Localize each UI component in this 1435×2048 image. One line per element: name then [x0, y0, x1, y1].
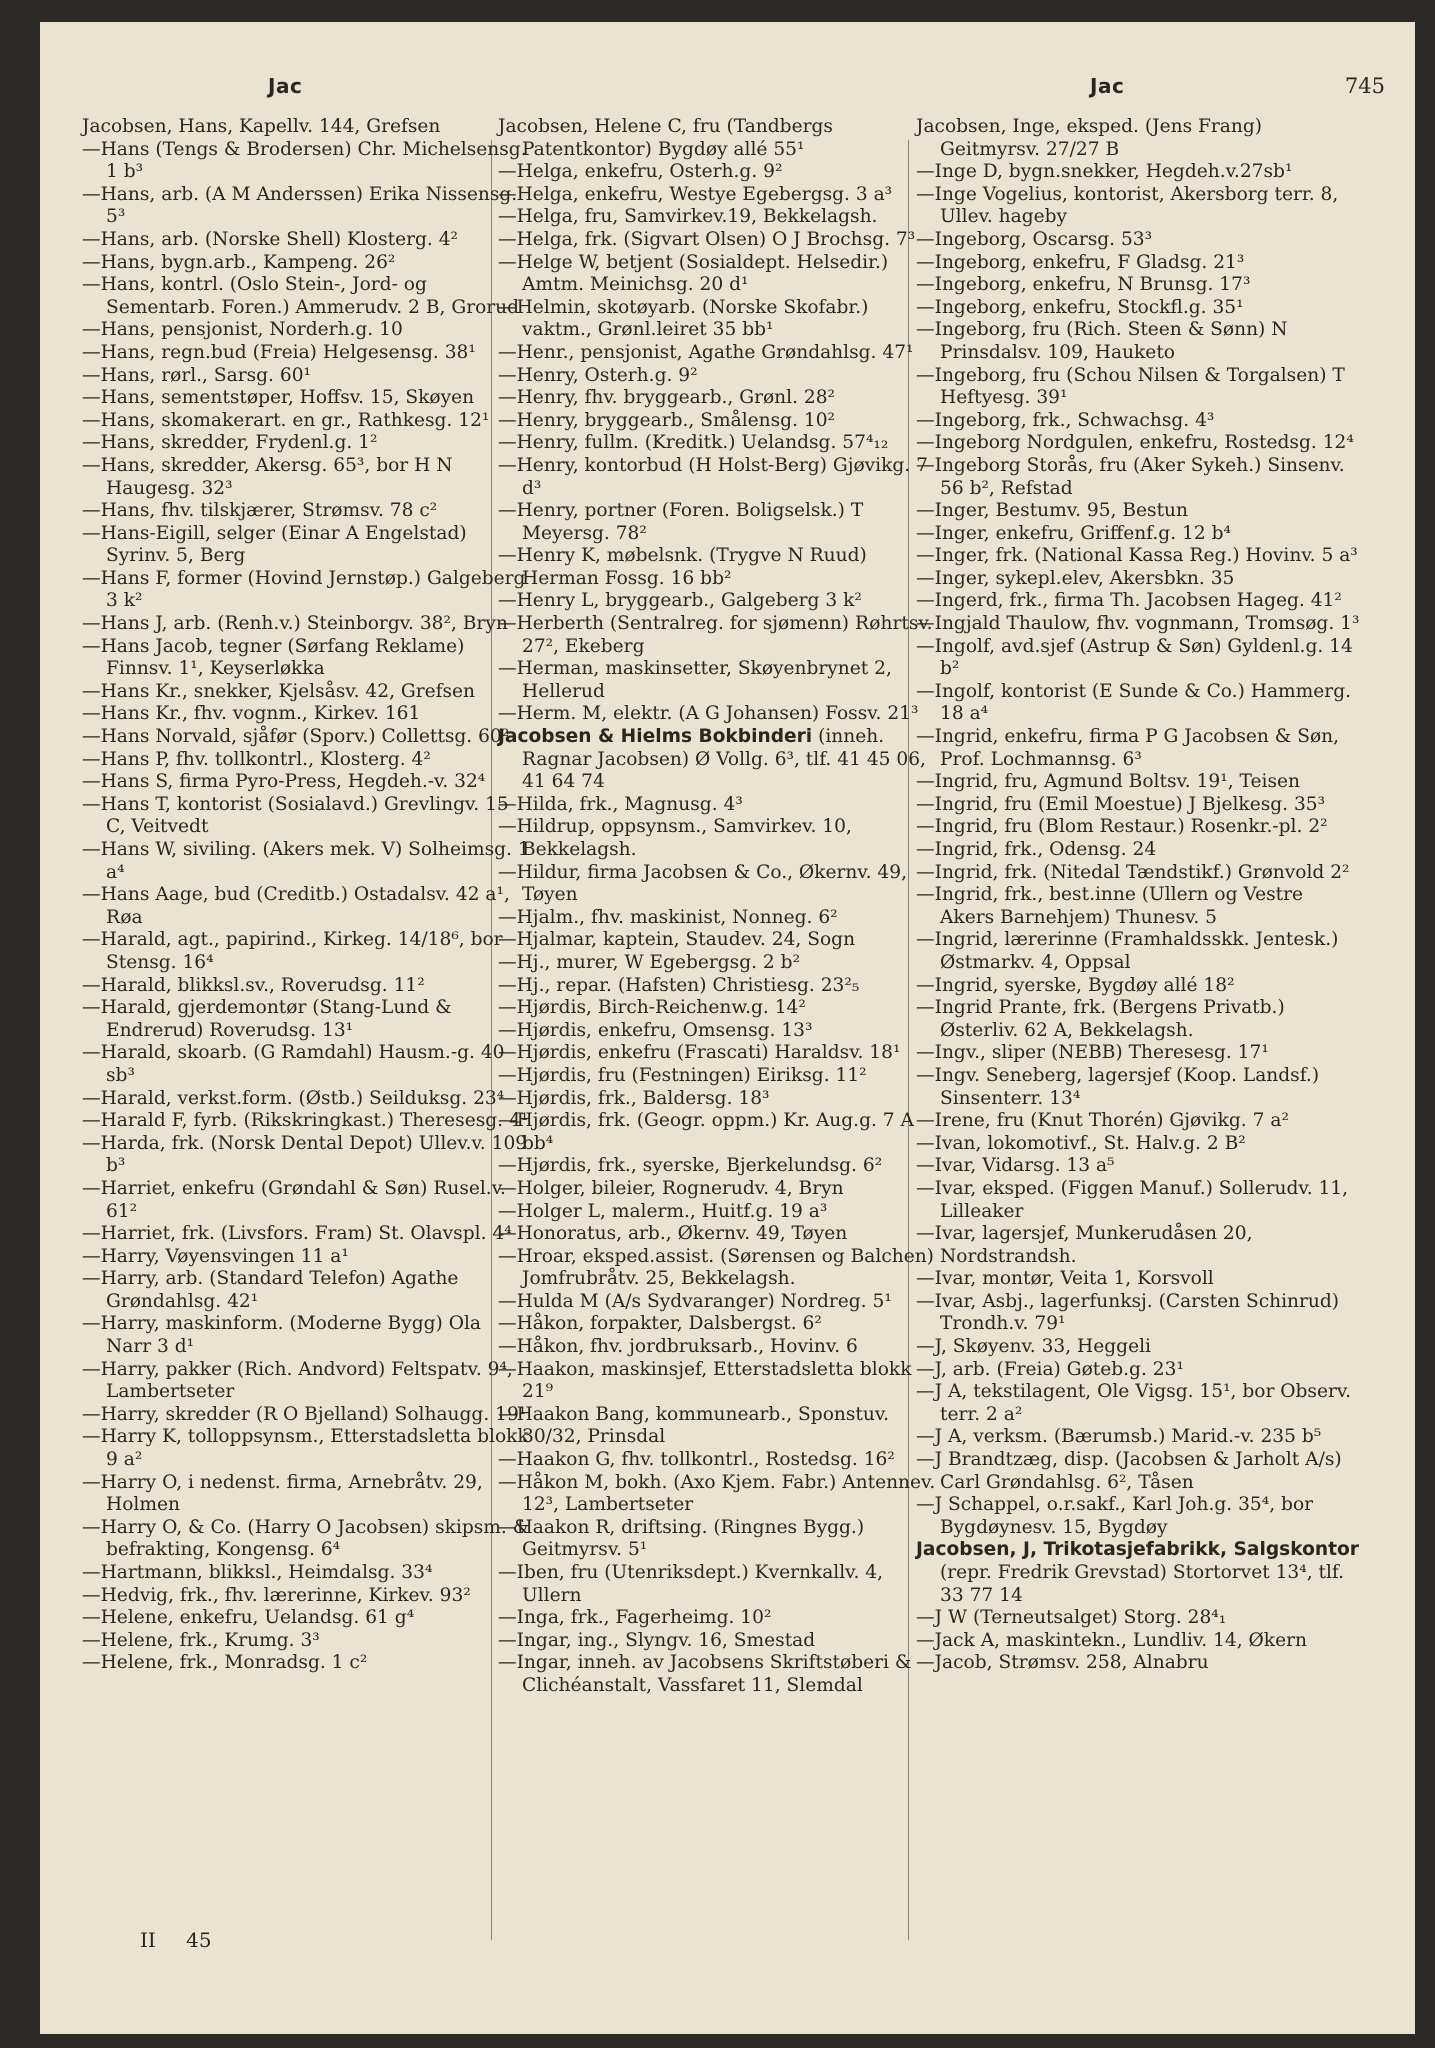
directory-entry: —Hans, bygn.arb., Kampeng. 26²	[82, 251, 396, 273]
directory-entry: —Irene, fru (Knut Thorén) Gjøvikg. 7 a²	[916, 1110, 1289, 1132]
directory-entry: —Hans Norvald, sjåfør (Sporv.) Collettsg. 60²	[82, 726, 510, 748]
directory-entry: —Jacob, Strømsv. 258, Alnabru	[916, 1652, 1209, 1674]
directory-entry: —J Brandtzæg, disp. (Jacobsen & Jarholt A/s) Carl Grøndahlsg. 6², Tåsen	[916, 1449, 1342, 1493]
directory-entry: —J Schappel, o.r.sakf., Karl Joh.g. 35⁴, bor Bygdøynesv. 15, Bygdøy	[916, 1494, 1314, 1538]
directory-page	[40, 22, 1415, 2034]
directory-entry: —Ingeborg, fru (Schou Nilsen & Torgalsen) T Heftyesg. 39¹	[916, 364, 1345, 409]
directory-entry: —Harda, frk. (Norsk Dental Depot) Ullev.v. 109 b³	[82, 1132, 528, 1177]
page-number: 745	[1344, 74, 1385, 98]
directory-entry: —Inger, Bestumv. 95, Bestun	[916, 500, 1189, 522]
directory-entry: —Hans Jacob, tegner (Sørfang Reklame) Finnsv. 1¹, Keyserløkka	[82, 635, 465, 680]
directory-entry: —Helmin, skotøyarb. (Norske Skofabr.) vaktm., Grønl.leiret 35 bb¹	[498, 296, 869, 341]
directory-entry: —Håkon M, bokh. (Axo Kjem. Fabr.) Antennev. 12³, Lambertseter	[498, 1471, 936, 1516]
directory-entry: —Hilda, frk., Magnusg. 4³	[498, 793, 743, 815]
directory-entry: —Henry, bryggearb., Smålensg. 10²	[498, 409, 836, 431]
directory-entry: —Ivar, montør, Veita 1, Korsvoll	[916, 1268, 1214, 1290]
directory-entry: —Henry, fullm. (Kreditk.) Uelandsg. 57⁴₁₂	[498, 432, 889, 454]
running-header-left: Jac	[268, 74, 303, 98]
directory-entry: —Harry, maskinform. (Moderne Bygg) Ola Narr 3 d¹	[82, 1313, 481, 1358]
directory-entry: —Henry, fhv. bryggearb., Grønl. 28²	[498, 387, 836, 409]
directory-entry: —Hans, rørl., Sarsg. 60¹	[82, 364, 311, 386]
directory-entry: —Ingeborg, Oscarsg. 53³	[916, 228, 1153, 250]
directory-entry: —Hans W, siviling. (Akers mek. V) Solheimsg. 1 a⁴	[82, 839, 530, 883]
directory-entry: —Hjalm., fhv. maskinist, Nonneg. 6²	[498, 906, 838, 928]
directory-entry: —Hans J, arb. (Renh.v.) Steinborgv. 38², Bryn	[82, 613, 508, 635]
directory-entry: —Helene, frk., Monradsg. 1 c²	[82, 1652, 368, 1674]
directory-entry: —Ingjald Thaulow, fhv. vognmann, Tromsøg. 1³	[916, 613, 1360, 635]
directory-entry: —Helga, enkefru, Osterh.g. 9²	[498, 161, 783, 183]
directory-entry: —Ingv., sliper (NEBB) Theresesg. 17¹	[916, 1042, 1269, 1064]
directory-entry: —Ingrid, frk. (Nitedal Tændstikf.) Grønvold 2²	[916, 861, 1350, 883]
directory-entry: —Inge Vogelius, kontorist, Akersborg terr. 8, Ullev. hageby	[916, 183, 1339, 228]
directory-entry: —Ivan, lokomotivf., St. Halv.g. 2 B²	[916, 1132, 1246, 1154]
directory-entry: —J, Skøyenv. 33, Heggeli	[916, 1336, 1151, 1358]
firm-name: Jacobsen, J, Trikotasjefabrikk, Salgskontor	[916, 1539, 1359, 1561]
footer-signature-roman: II	[140, 1928, 156, 1952]
directory-entry: —Hans F, former (Hovind Jernstøp.) Galgeberg 3 k²	[82, 567, 526, 612]
directory-entry: —Hildur, firma Jacobsen & Co., Økernv. 49, Tøyen	[498, 861, 907, 906]
directory-entry: —Helga, fru, Samvirkev.19, Bekkelagsh.	[498, 206, 878, 228]
directory-entry: Jacobsen, Inge, eksped. (Jens Frang) Geitmyrsv. 27/27 B	[916, 116, 1263, 160]
directory-entry: —Hans, fhv. tilskjærer, Strømsv. 78 c²	[82, 500, 438, 522]
directory-entry: —Hans, arb. (A M Anderssen) Erika Nissensg. 5³	[82, 183, 518, 228]
directory-entry: —Ingeborg, enkefru, Stockfl.g. 35¹	[916, 296, 1244, 318]
directory-entry: —Ingeborg Nordgulen, enkefru, Rostedsg. 12⁴	[916, 432, 1354, 454]
directory-entry: —Ingar, ing., Slyngv. 16, Smestad	[498, 1629, 816, 1651]
directory-entry: —Holger, bileier, Rognerudv. 4, Bryn	[498, 1177, 844, 1199]
directory-entry: —Hjørdis, frk. (Geogr. oppm.) Kr. Aug.g. 7 A bb⁴	[498, 1110, 914, 1154]
directory-entry: —Harriet, frk. (Livsfors. Fram) St. Olavspl. 4⁴	[82, 1223, 512, 1245]
directory-column-1	[82, 116, 530, 1675]
directory-entry: —Hulda M (A/s Sydvaranger) Nordreg. 5¹	[498, 1290, 892, 1312]
directory-entry: —Ingrid, fru, Agmund Boltsv. 19¹, Teisen	[916, 771, 1300, 793]
directory-entry: —Inger, frk. (National Kassa Reg.) Hovinv. 5 a³	[916, 545, 1358, 567]
directory-entry: —Ingrid, lærerinne (Framhaldsskk. Jentesk.) Østmarkv. 4, Oppsal	[916, 929, 1339, 973]
directory-entry: —Ingolf, kontorist (E Sunde & Co.) Hammerg. 18 a⁴	[916, 680, 1352, 725]
directory-entry: —Ingeborg, fru (Rich. Steen & Sønn) N Prinsdalsv. 109, Hauketo	[916, 319, 1288, 363]
directory-entry: —Holger L, malerm., Huitf.g. 19 a³	[498, 1200, 828, 1222]
directory-entry: —Hroar, eksped.assist. (Sørensen og Balchen) Jomfrubråtv. 25, Bekkelagsh.	[498, 1245, 934, 1290]
directory-entry: —Helge W, betjent (Sosialdept. Helsedir.) Amtm. Meinichsg. 20 d¹	[498, 251, 889, 296]
directory-entry: —Hans, skredder, Akersg. 65³, bor H N Haugesg. 32³	[82, 454, 453, 499]
directory-entry: —Hans S, firma Pyro-Press, Hegdeh.-v. 32⁴	[82, 771, 486, 793]
directory-entry: —Hans, arb. (Norske Shell) Klosterg. 4²	[82, 228, 458, 250]
directory-entry: —Hans Kr., snekker, Kjelsåsv. 42, Grefsen	[82, 680, 476, 702]
directory-entry: —J A, verksm. (Bærumsb.) Marid.-v. 235 b⁵	[916, 1426, 1322, 1448]
directory-entry: —Ingrid, fru (Emil Moestue) J Bjelkesg. 35³	[916, 793, 1326, 815]
directory-entry: —J W (Terneutsalget) Storg. 28⁴₁	[916, 1607, 1227, 1629]
directory-entry: —Honoratus, arb., Økernv. 49, Tøyen	[498, 1223, 848, 1245]
directory-entry: —Harry, skredder (R O Bjelland) Solhaugg. 19¹	[82, 1403, 527, 1425]
page-footer	[140, 1928, 236, 1952]
directory-entry: Jacobsen, Hans, Kapellv. 144, Grefsen	[82, 116, 441, 137]
directory-entry: —Hj., murer, W Egebergsg. 2 b²	[498, 951, 801, 973]
directory-entry: —Hj., repar. (Hafsten) Christiesg. 23²₅	[498, 974, 860, 996]
directory-entry: —Hans, regn.bud (Freia) Helgesensg. 38¹	[82, 341, 476, 363]
directory-entry: —Ivar, eksped. (Figgen Manuf.) Sollerudv. 11, Lilleaker	[916, 1177, 1349, 1222]
directory-column-2	[498, 116, 944, 1698]
directory-entry: —Hans, skomakerart. en gr., Rathkesg. 12¹	[82, 409, 490, 431]
directory-entry: —Ingrid, fru (Blom Restaur.) Rosenkr.-pl. 2²	[916, 816, 1328, 838]
directory-entry: —Hans, kontrl. (Oslo Stein-, Jord- og Sementarb. Foren.) Ammerudv. 2 B, Grorud	[82, 274, 520, 318]
directory-entry: —Henry, kontorbud (H Holst-Berg) Gjøvikg. 7 d³	[498, 454, 928, 499]
directory-entry: —Harry, Vøyensvingen 11 a¹	[82, 1245, 349, 1267]
directory-entry: —Ingrid Prante, frk. (Bergens Privatb.) Østerliv. 62 A, Bekkelagsh.	[916, 997, 1285, 1041]
directory-entry	[498, 726, 944, 794]
directory-entry: —Herm. M, elektr. (A G Johansen) Fossv. 21³	[498, 703, 919, 725]
directory-entry: —Inge D, bygn.snekker, Hegdeh.v.27sb¹	[916, 161, 1293, 183]
directory-entry: —Ingeborg, frk., Schwachsg. 4³	[916, 409, 1215, 431]
directory-entry: —Hjalmar, kaptein, Staudev. 24, Sogn	[498, 929, 856, 951]
directory-entry: —Hans P, fhv. tollkontrl., Klosterg. 4²	[82, 748, 431, 770]
directory-entry: —Jack A, maskintekn., Lundliv. 14, Økern	[916, 1629, 1307, 1651]
directory-entry: —Ivar, Asbj., lagerfunksj. (Carsten Schinrud) Trondh.v. 79¹	[916, 1290, 1340, 1335]
directory-entry: —Harald, skoarb. (G Ramdahl) Hausm.-g. 40 sb³	[82, 1042, 505, 1086]
directory-entry: —Henry L, bryggearb., Galgeberg 3 k²	[498, 590, 862, 612]
directory-entry: —Hildrup, oppsynsm., Samvirkev. 10, Bekkelagsh.	[498, 816, 852, 860]
directory-entry	[916, 1539, 1362, 1607]
footer-signature-number: 45	[186, 1928, 212, 1952]
firm-details: (repr. Fredrik Grevstad) Stortorvet 13⁴, tlf. 33 77 14	[940, 1562, 1345, 1606]
directory-entry: —Henr., pensjonist, Agathe Grøndahlsg. 47¹	[498, 341, 914, 363]
directory-entry: —Harald F, fyrb. (Rikskringkast.) Theresesg. 4¹	[82, 1110, 529, 1132]
directory-entry: —Inga, frk., Fagerheimg. 10²	[498, 1607, 772, 1629]
directory-entry: —Henry, Osterh.g. 9²	[498, 364, 698, 386]
directory-entry: Jacobsen, Helene C, fru (Tandbergs Patentkontor) Bygdøy allé 55¹	[498, 116, 833, 160]
directory-entry: —Harriet, enkefru (Grøndahl & Søn) Rusel.v. 61²	[82, 1177, 506, 1222]
directory-entry: —Harry, arb. (Standard Telefon) Agathe Grøndahlsg. 42¹	[82, 1268, 459, 1312]
directory-entry: —Haakon Bang, kommunearb., Sponstuv. 30/32, Prinsdal	[498, 1403, 890, 1448]
directory-entry: —Helga, frk. (Sigvart Olsen) O J Brochsg. 7³	[498, 228, 916, 250]
directory-entry: —Hans-Eigill, selger (Einar A Engelstad) Syrinv. 5, Berg	[82, 522, 467, 567]
directory-entry: —Harry, pakker (Rich. Andvord) Feltspatv. 9⁴, Lambertseter	[82, 1358, 513, 1403]
directory-entry: —Inger, sykepl.elev, Akersbkn. 35	[916, 567, 1235, 589]
firm-name: Jacobsen & Hielms Bokbinderi	[498, 726, 813, 748]
directory-entry: —Hans (Tengs & Brodersen) Chr. Michelsensg. 1 b³	[82, 138, 527, 183]
directory-entry: —Hans, pensjonist, Norderh.g. 10	[82, 319, 403, 341]
directory-entry: —Harry O, & Co. (Harry O Jacobsen) skipsm. & befrakting, Kongensg. 6⁴	[82, 1516, 530, 1561]
directory-entry: —Haakon G, fhv. tollkontrl., Rostedsg. 16²	[498, 1449, 895, 1471]
directory-column-3	[916, 116, 1362, 1675]
directory-entry: —Ingeborg, enkefru, F Gladsg. 21³	[916, 251, 1245, 273]
directory-entry: —Hjørdis, enkefru (Frascati) Haraldsv. 18¹	[498, 1042, 901, 1064]
directory-entry: —Hedvig, frk., fhv. lærerinne, Kirkev. 93²	[82, 1584, 471, 1606]
directory-entry: —Haakon R, driftsing. (Ringnes Bygg.) Geitmyrsv. 5¹	[498, 1516, 865, 1561]
directory-entry: —Hans T, kontorist (Sosialavd.) Grevlingv. 15 C, Veitvedt	[82, 793, 509, 838]
directory-entry: —Inger, enkefru, Griffenf.g. 12 b⁴	[916, 522, 1231, 544]
directory-entry: —Harald, verkst.form. (Østb.) Seilduksg. 23⁴	[82, 1087, 505, 1109]
directory-entry: —Hans Kr., fhv. vognm., Kirkev. 161	[82, 703, 421, 725]
directory-entry: —Hjørdis, enkefru, Omsensg. 13³	[498, 1019, 813, 1041]
directory-entry: —Ingrid, syerske, Bygdøy allé 18²	[916, 974, 1235, 996]
directory-entry: —Herberth (Sentralreg. for sjømenn) Røhrtsv. 27², Ekeberg	[498, 613, 933, 657]
directory-entry: —Harry O, i nedenst. firma, Arnebråtv. 29, Holmen	[82, 1471, 483, 1516]
directory-entry: —Håkon, fhv. jordbruksarb., Hovinv. 6	[498, 1336, 858, 1358]
directory-entry: —Hans, sementstøper, Hoffsv. 15, Skøyen	[82, 387, 475, 409]
directory-entry: —Ingrid, enkefru, firma P G Jacobsen & Søn, Prof. Lochmannsg. 6³	[916, 726, 1340, 770]
directory-entry: —Harry K, tolloppsynsm., Etterstadsletta blokk 9 a²	[82, 1426, 529, 1471]
directory-entry: —Ingrid, frk., Odensg. 24	[916, 839, 1157, 860]
directory-entry: —Helene, frk., Krumg. 3³	[82, 1629, 320, 1651]
directory-entry: —Herman, maskinsetter, Skøyenbrynet 2, Hellerud	[498, 658, 892, 702]
directory-entry: —Helga, enkefru, Westye Egebergsg. 3 a³	[498, 183, 893, 205]
directory-entry: —Hjørdis, frk., Baldersg. 18³	[498, 1087, 770, 1109]
directory-entry: —Ingeborg Storås, fru (Aker Sykeh.) Sinsenv. 56 b², Refstad	[916, 454, 1345, 499]
directory-entry: —J, arb. (Freia) Gøteb.g. 23¹	[916, 1358, 1184, 1380]
directory-entry: —Hjørdis, fru (Festningen) Eiriksg. 11²	[498, 1064, 867, 1086]
directory-entry: —Ingar, inneh. av Jacobsens Skriftstøberi & Clichéanstalt, Vassfaret 11, Slemdal	[498, 1652, 912, 1696]
directory-entry: —Harald, gjerdemontør (Stang-Lund & Endrerud) Roverudsg. 13¹	[82, 997, 452, 1041]
directory-entry: —Hjørdis, Birch-Reichenw.g. 14²	[498, 997, 806, 1019]
directory-entry: —Helene, enkefru, Uelandsg. 61 g⁴	[82, 1607, 415, 1629]
directory-entry: —Håkon, forpakter, Dalsbergst. 6²	[498, 1313, 822, 1335]
directory-entry: —Henry, portner (Foren. Boligselsk.) T Meyersg. 78²	[498, 500, 864, 544]
directory-entry: —Hartmann, blikksl., Heimdalsg. 33⁴	[82, 1562, 433, 1583]
directory-entry: —J A, tekstilagent, Ole Vigsg. 15¹, bor Observ. terr. 2 a²	[916, 1381, 1352, 1425]
directory-entry: —Hans, skredder, Frydenl.g. 1²	[82, 432, 378, 454]
directory-entry: —Ivar, Vidarsg. 13 a⁵	[916, 1155, 1115, 1177]
directory-entry: —Ingv. Seneberg, lagersjef (Koop. Landsf.) Sinsenterr. 13⁴	[916, 1064, 1320, 1109]
directory-entry: —Hans Aage, bud (Creditb.) Ostadalsv. 42 a¹, Røa	[82, 884, 510, 928]
directory-entry: —Hjørdis, frk., syerske, Bjerkelundsg. 6²	[498, 1155, 883, 1177]
directory-entry: —Iben, fru (Utenriksdept.) Kvernkallv. 4, Ullern	[498, 1562, 884, 1606]
directory-entry: —Ingolf, avd.sjef (Astrup & Søn) Gyldenl.g. 14 b²	[916, 635, 1353, 680]
directory-entry: —Harald, blikksl.sv., Roverudsg. 11²	[82, 974, 425, 996]
directory-entry: —Ingrid, frk., best.inne (Ullern og Vestre Akers Barnehjem) Thunesv. 5	[916, 884, 1304, 928]
directory-entry: —Harald, agt., papirind., Kirkeg. 14/18⁶, bor Stensg. 16⁴	[82, 929, 503, 973]
running-header-right: Jac	[1090, 74, 1125, 98]
firm-details: (inneh. Ragnar Jacobsen) Ø Vollg. 6³, tlf. 41 45 06, 41 64 74	[522, 726, 926, 793]
directory-entry: —Haakon, maskinsjef, Etterstadsletta blokk 21⁹	[498, 1358, 912, 1403]
directory-entry: —Henry K, møbelsnk. (Trygve N Ruud) Herman Fossg. 16 bb²	[498, 545, 867, 589]
directory-entry: —Ingeborg, enkefru, N Brunsg. 17³	[916, 274, 1251, 296]
directory-entry: —Ivar, lagersjef, Munkerudåsen 20, Nordstrandsh.	[916, 1223, 1253, 1267]
directory-entry: —Ingerd, frk., firma Th. Jacobsen Hageg. 41²	[916, 590, 1342, 612]
